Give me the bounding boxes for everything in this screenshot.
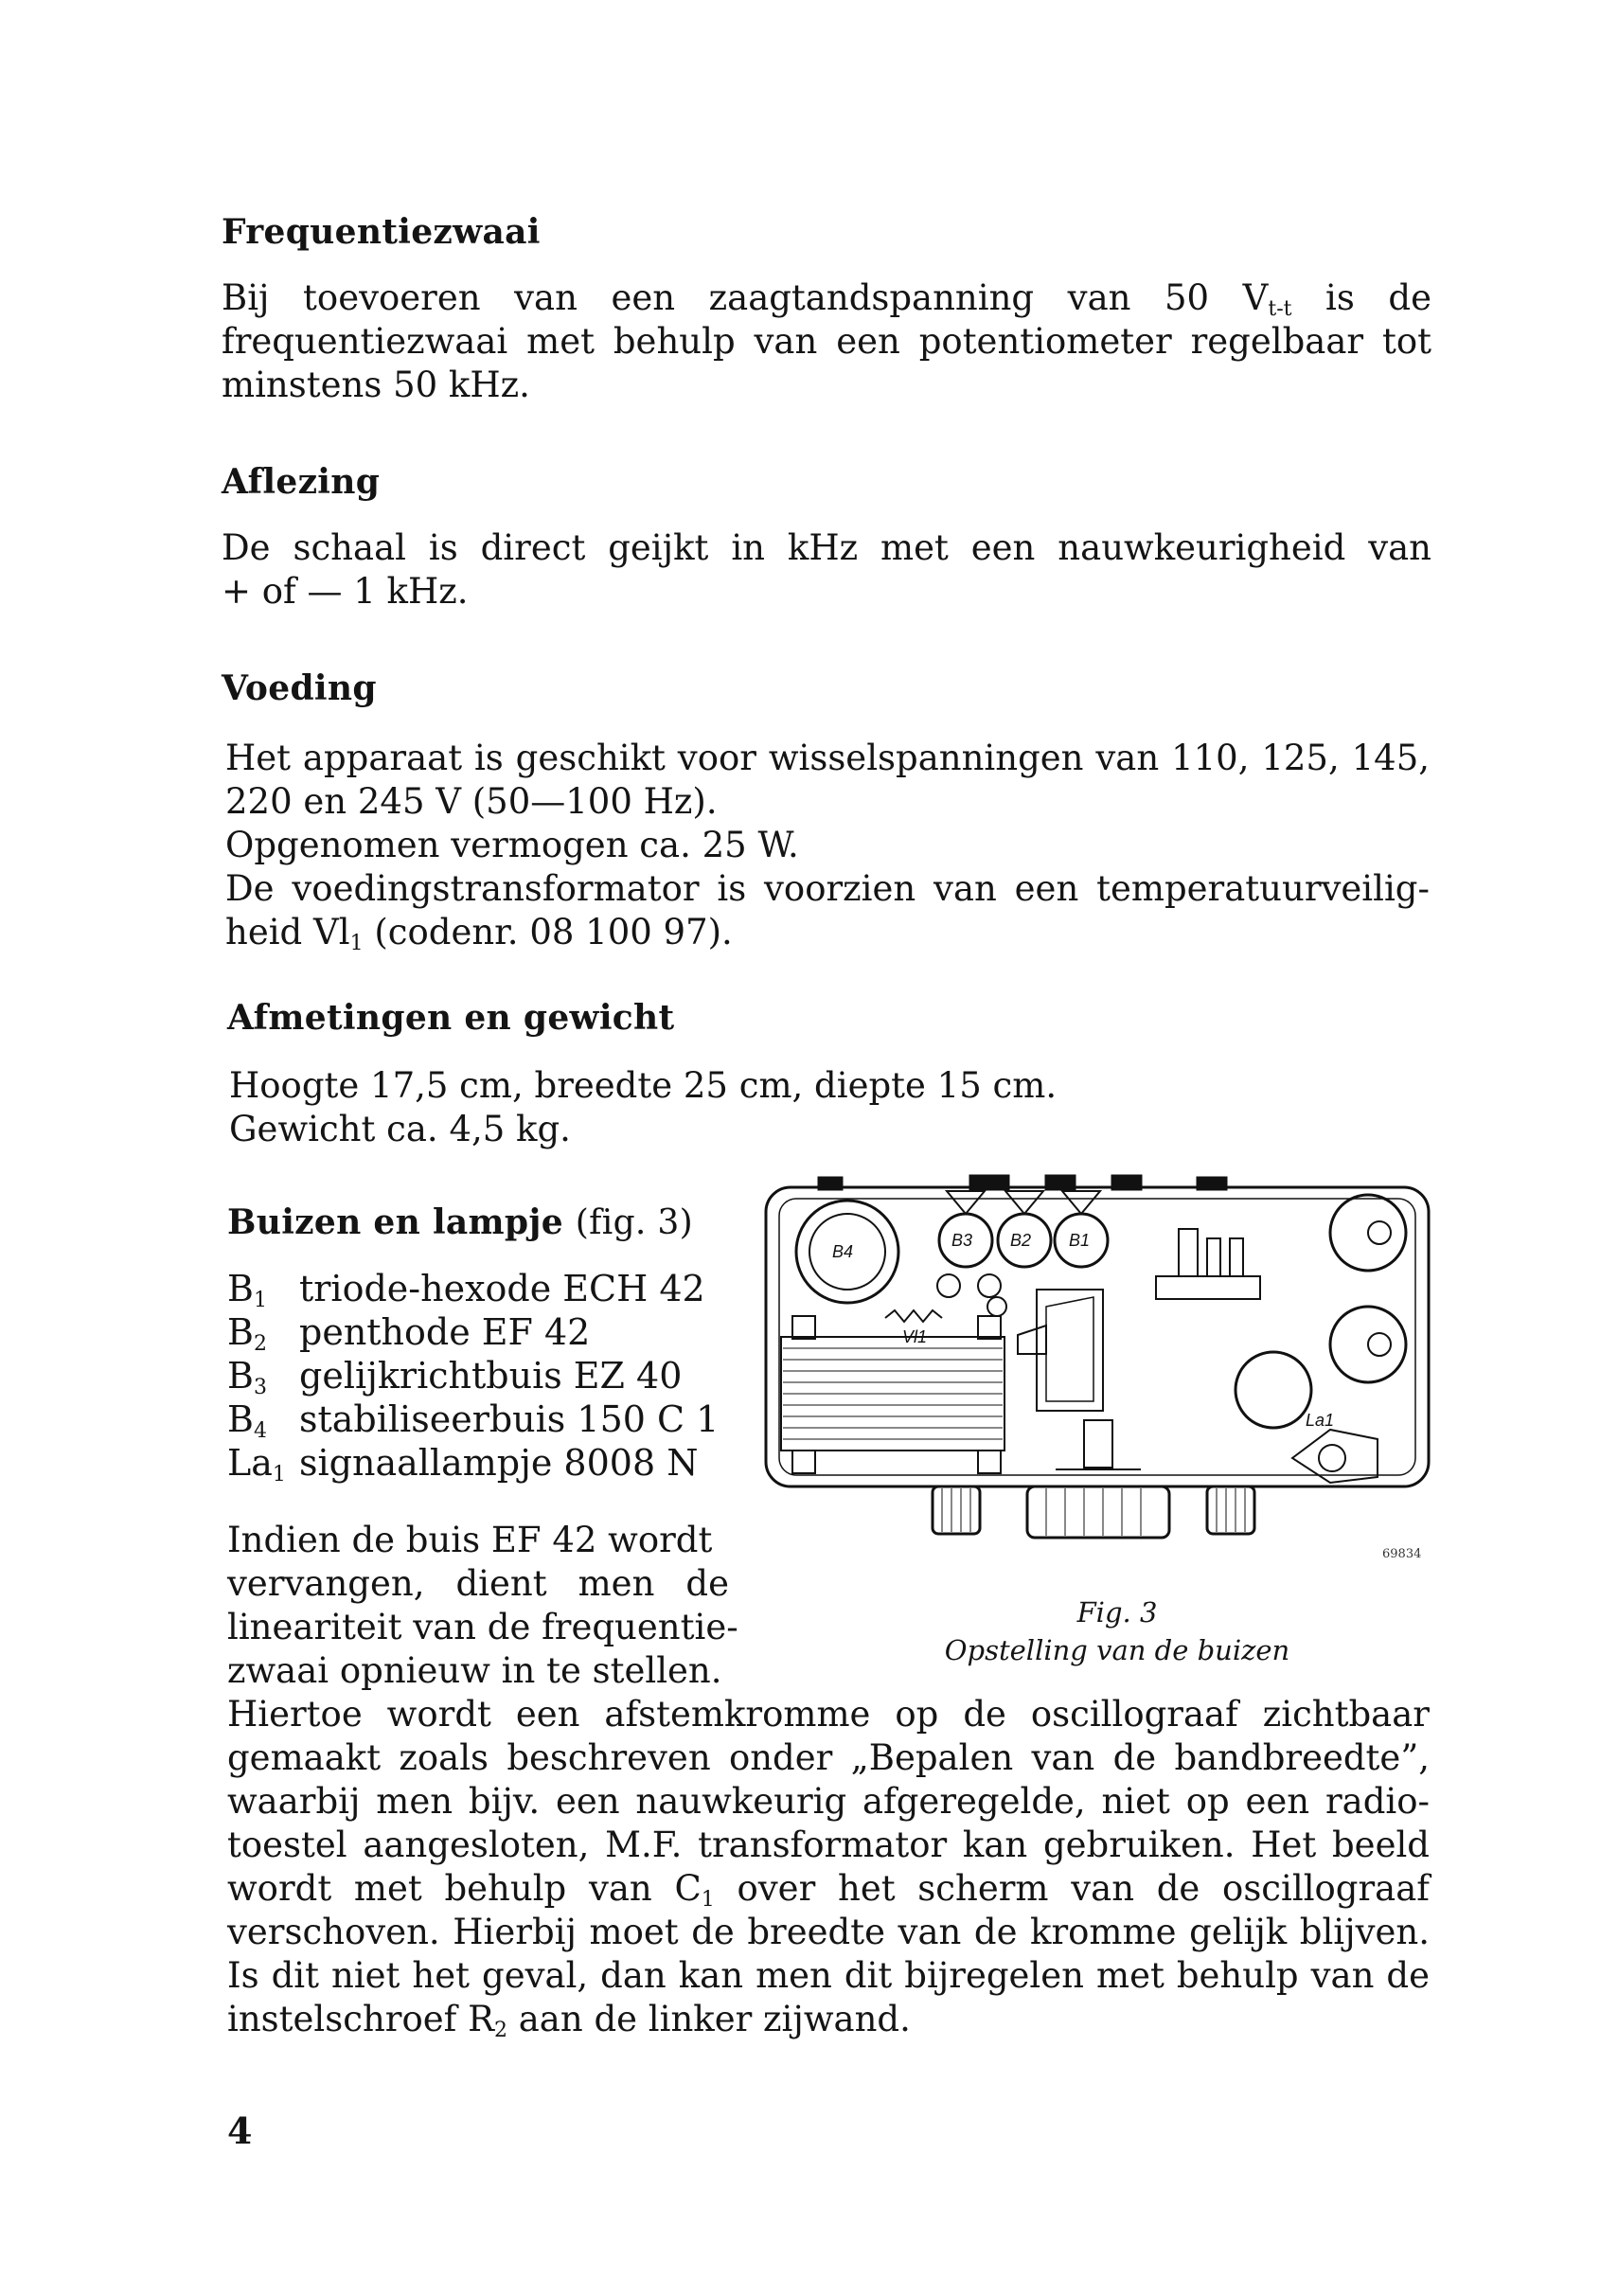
paragraph-afmetingen [229,1064,1271,1151]
tube-item: $B_1$ triode-hexode ECH 42 [227,1268,705,1312]
line: wordt met behulp van $C_1$ over het scherm van de oscillograaf [227,1868,1430,1912]
line: Hoogte 17,5 cm, breedte 25 cm, diepte 15 cm. [229,1065,1058,1106]
line: minstens 50 kHz. [222,365,530,405]
line: instelschroef $R_2$ aan de linker zijwand. [227,1999,911,2042]
label-b4: B4 [832,1242,854,1261]
line: zwaai opnieuw in te stellen. [227,1650,722,1691]
figure-caption-number: Fig. 3 [1076,1596,1158,1629]
knob-left [933,1486,980,1534]
line: verschoven. Hierbij moet de breedte van de kromme gelijk blijven. [227,1912,1430,1952]
tube-item: $B_4$ stabiliseerbuis 150 C 1 [227,1398,720,1443]
label-b3: B3 [951,1231,973,1250]
paragraph-aflezing [222,526,1431,614]
line: vervangen, dient men de [227,1563,729,1604]
tube-item: $B_3$ gelijkrichtbuis EZ 40 [227,1355,683,1399]
paragraph-buizen [227,1693,1430,2041]
socket-la1-holder [1236,1352,1311,1428]
knob-right [1207,1486,1254,1534]
line: Het apparaat is geschikt voor wisselspanningen van 110, 125, 145, [225,738,1430,778]
line: De voedingstransformator is voorzien van een temperatuurveilig- [225,868,1430,909]
figure-tube-layout [762,1174,1434,1572]
tube-item: $La_1$ signaallampje 8008 N [227,1442,699,1486]
label-la1: La1 [1306,1411,1335,1430]
line: Indien de buis EF 42 wordt [227,1520,713,1560]
line: 220 en 245 V (50—100 Hz). [225,781,718,822]
line: waarbij men bijv. een nauwkeurig afgeregelde, niet op een radio- [227,1781,1430,1822]
heading-afmetingen: Afmetingen en gewicht [227,998,675,1038]
paragraph-frequentiezwaai [222,276,1431,407]
line: lineariteit van de frequentie- [227,1607,738,1647]
line: Hiertoe wordt een afstemkromme op de oscillograaf zichtbaar [227,1694,1430,1735]
heading-voeding: Voeding [222,668,377,708]
heading-buizen: Buizen en lampje (fig. 3) [227,1202,693,1242]
line: heid $Vl_1$ (codenr. 08 100 97). [225,912,733,955]
tube-item: $B_2$ penthode EF 42 [227,1311,591,1356]
figure-code: 69834 [1382,1547,1422,1561]
line: toestel aangesloten, M.F. transformator kan gebruiken. Het beeld [227,1824,1430,1865]
label-b2: B2 [1010,1231,1032,1250]
line: gemaakt zoals beschreven onder „Bepalen van de bandbreedte”, [227,1737,1430,1778]
knob-center [1027,1486,1169,1538]
page-number: 4 [227,2109,253,2152]
label-vl1: Vl1 [902,1327,928,1346]
label-b1: B1 [1069,1231,1091,1250]
figure-caption-text: Opstelling van de buizen [944,1634,1290,1666]
line: De schaal is direct geijkt in kHz met een nauwkeurigheid van [222,527,1431,568]
line: Is dit niet het geval, dan kan men dit bijregelen met behulp van de [227,1955,1430,1996]
heading-aflezing: Aflezing [222,462,381,502]
fuse-vl1 [885,1310,942,1322]
line: Gewicht ca. 4,5 kg. [229,1109,571,1149]
line: Opgenomen vermogen ca. 25 W. [225,825,799,865]
paragraph-buizen-short [227,1519,738,1693]
line: Bij toevoeren van een zaagtandspanning van 50 $V_{t-t}$ is de [222,277,1431,321]
line: frequentiezwaai met behulp van een potentiometer regelbaar tot [222,321,1431,362]
line: + of — 1 kHz. [222,571,469,612]
tube-list [227,1267,719,1485]
paragraph-voeding [225,737,1430,954]
heading-frequentiezwaai: Frequentiezwaai [222,212,541,252]
